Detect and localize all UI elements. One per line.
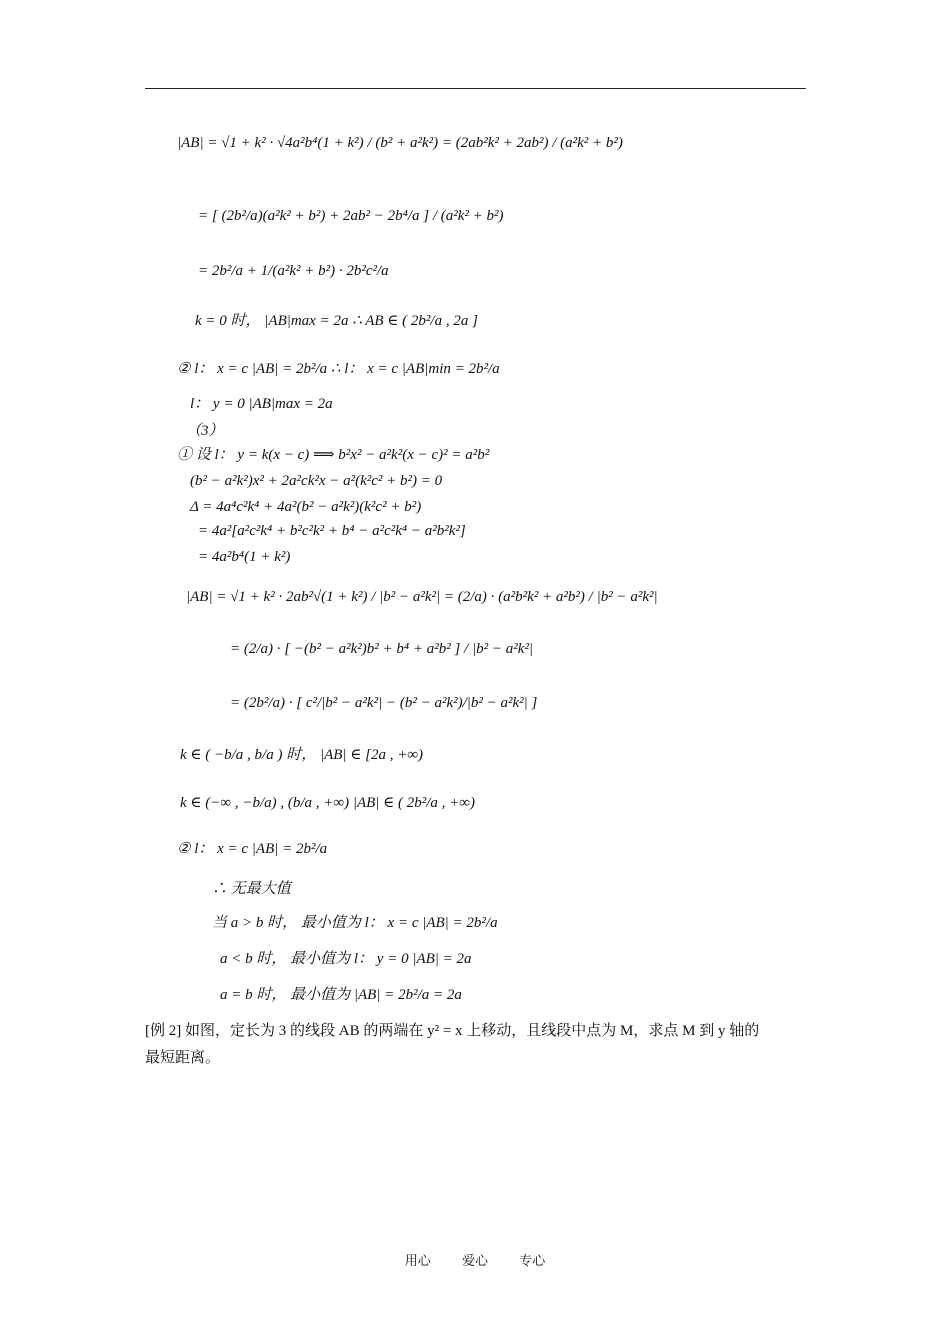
equation-line: Δ = 4a⁴c²k⁴ + 4a²(b² − a²k²)(k²c² + b²) <box>190 499 422 515</box>
header-rule <box>145 88 806 89</box>
equation-line: （3） <box>186 423 224 439</box>
equation-line: k = 0 时， |AB|max = 2a ∴ AB ∈ ( 2b²/a , 2a ] <box>195 313 478 329</box>
equation-line: = 4a²b⁴(1 + k²) <box>198 549 291 565</box>
equation-line: = (2b²/a) · [ c²/|b² − a²k²| − (b² − a²k²)/|b² − a²k²| ] <box>230 695 538 711</box>
equation-line: ② l： x = c |AB| = 2b²/a <box>177 841 328 857</box>
example-2-line-1: [例 2] 如图，定长为 3 的线段 AB 的两端在 y² = x 上移动，且线段中点为 M，求点 M 到 y 轴的 <box>145 1023 760 1039</box>
equation-line: = 4a²[a²c²k⁴ + b²c²k² + b⁴ − a²c²k⁴ − a²b²k²] <box>198 523 466 539</box>
equation-line: k ∈ ( −b/a , b/a ) 时， |AB| ∈ [2a , +∞) <box>180 747 424 763</box>
page-footer <box>0 1250 950 1269</box>
equation-line: l： y = 0 |AB|max = 2a <box>190 396 333 412</box>
equation-line: k ∈ (−∞ , −b/a) , (b/a , +∞) |AB| ∈ ( 2b²/a , +∞) <box>180 795 475 811</box>
equation-line: a < b 时， 最小值为 l： y = 0 |AB| = 2a <box>220 951 472 967</box>
equation-line: = [ (2b²/a)(a²k² + b²) + 2ab² − 2b⁴/a ] / (a²k² + b²) <box>198 208 504 224</box>
equation-line: |AB| = √1 + k² · √4a²b⁴(1 + k²) / (b² + a²k²) = (2ab²k² + 2ab²) / (a²k² + b²) <box>177 135 623 151</box>
equation-line: = 2b²/a + 1/(a²k² + b²) · 2b²c²/a <box>198 263 389 279</box>
equation-line: 当 a > b 时， 最小值为 l： x = c |AB| = 2b²/a <box>212 915 498 931</box>
footer-item: 用心 <box>404 1253 431 1268</box>
equation-line: a = b 时， 最小值为 |AB| = 2b²/a = 2a <box>220 987 462 1003</box>
equation-line: |AB| = √1 + k² · 2ab²√(1 + k²) / |b² − a²k²| = (2/a) · (a²b²k² + a²b²) / |b² − a²k²| <box>186 589 658 605</box>
footer-item: 专心 <box>519 1253 546 1268</box>
equation-line: (b² − a²k²)x² + 2a²ck²x − a²(k²c² + b²) = 0 <box>190 473 443 489</box>
example-2-line-2: 最短距离。 <box>145 1050 221 1066</box>
equation-line: = (2/a) · [ −(b² − a²k²)b² + b⁴ + a²b² ] / |b² − a²k²| <box>230 641 533 657</box>
equation-line: ② l： x = c |AB| = 2b²/a ∴ l： x = c |AB|min = 2b²/a <box>177 361 500 377</box>
equation-line: ∴ 无最大值 <box>212 881 291 897</box>
equation-line: ① 设 l： y = k(x − c) ⟹ b²x² − a²k²(x − c)² = a²b² <box>177 447 490 463</box>
footer-item: 爱心 <box>461 1253 488 1268</box>
